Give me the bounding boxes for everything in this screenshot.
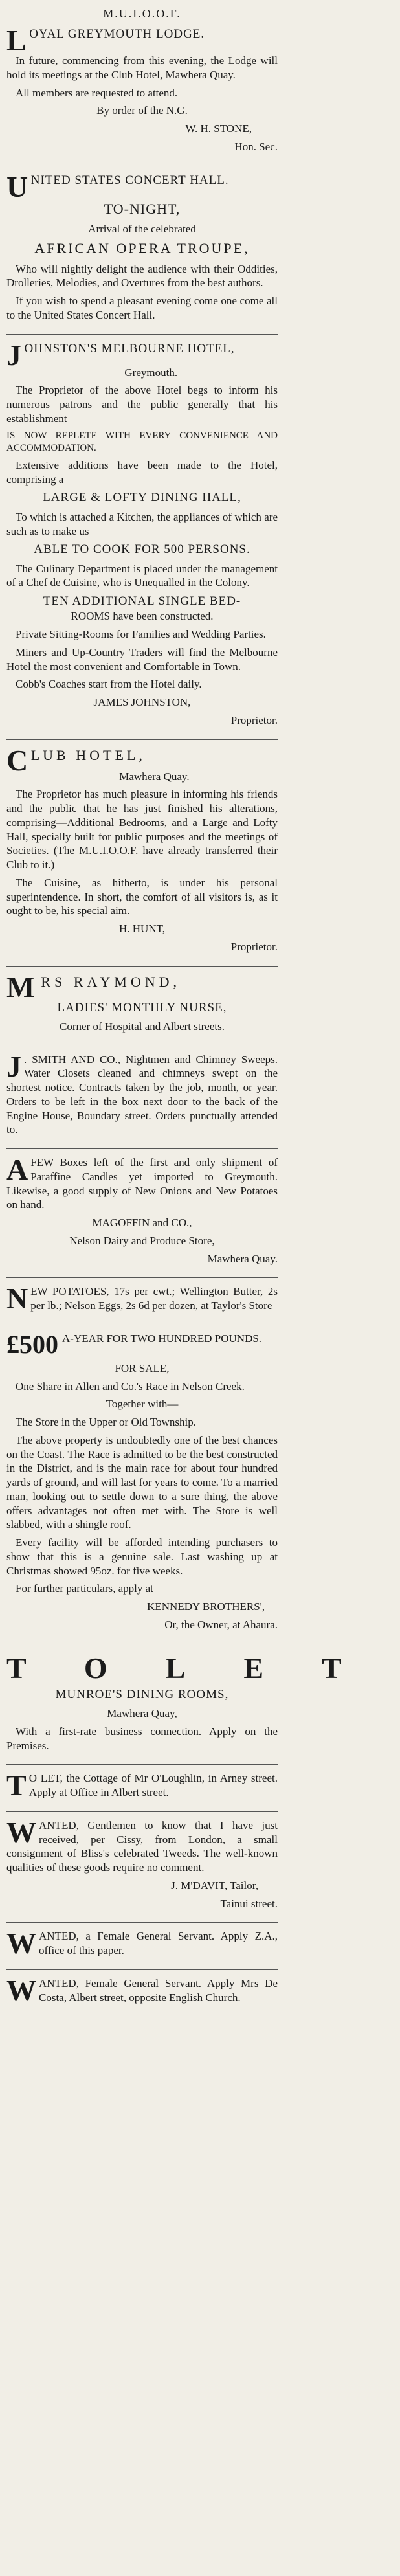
lodge-p1: In future, commencing from this evening, the Lodge will hold its meetings at the Club Hotel, Mawhera Quay. [6, 54, 278, 81]
munroe-location: Mawhera Quay, [107, 1707, 177, 1720]
johnston-sign: JAMES JOHNSTON, [93, 696, 191, 709]
lodge-p2: All members are requested to attend. [16, 86, 178, 99]
raymond-address: Corner of Hospital and Albert streets. [60, 1020, 225, 1033]
johnston-p7: Cobb's Coaches start from the Hotel daily. [16, 678, 202, 691]
johnston-p4: The Culinary Department is placed under the management of a Chef de Cuisine, who is Unequalled in the Colony. [6, 562, 278, 589]
ad-club-hotel [6, 740, 278, 967]
concert-tonight: TO-NIGHT, [104, 200, 181, 217]
concert-p1: Who will nightly delight the audience with their Oddities, Drolleries, Melodies, and Overtures from the best authors. [6, 262, 278, 289]
johnston-rooms-rest: ROOMS have been constructed. [71, 610, 214, 623]
ad-servant-1 [6, 1923, 278, 1970]
ad-lodge [6, 0, 278, 166]
magoffin-location: Mawhera Quay. [207, 1252, 278, 1265]
drop-cap: U [6, 170, 28, 203]
johnston-p1: The Proprietor of the above Hotel begs to inform his numerous patrons and the public generally that his establishment [6, 384, 278, 425]
ad-cottage [6, 1765, 278, 1812]
club-p1: The Proprietor has much pleasure in informing his friends and the public that he has just finished his alterations, comprising—Additional Bedrooms, and a Large and Lofty Hall, specially built for public purposes and the meetings of Societies. (The M.U.I.O.O.F. have already transferred their Club to it.) [6, 788, 278, 871]
club-sign: H. HUNT, [119, 923, 165, 935]
magoffin-store: Nelson Dairy and Produce Store, [69, 1234, 215, 1247]
johnston-p3: To which is attached a Kitchen, the appliances of which are such as to make us [6, 510, 278, 537]
mdavit-location: Tainui street. [220, 1897, 278, 1910]
race-forsale: FOR SALE, [115, 1361, 170, 1374]
ad-mdavit [6, 1812, 278, 1923]
race-p3: For further particulars, apply at [16, 1582, 153, 1595]
raymond-role: LADIES' MONTHLY NURSE, [57, 1000, 227, 1014]
johnston-role: Proprietor. [230, 713, 278, 726]
drop-cap: L [6, 24, 27, 58]
club-role: Proprietor. [230, 940, 278, 953]
concert-troupe: AFRICAN OPERA TROUPE, [34, 240, 250, 257]
lodge-order: By order of the N.G. [96, 104, 188, 117]
lodge-sign: W. H. STONE, [185, 122, 252, 135]
johnston-p5: Private Sitting-Rooms for Families and Wedding Parties. [16, 628, 266, 641]
ad-servant-2 [6, 1970, 278, 2017]
club-p2: The Cuisine, as hitherto, is under his personal superintendence. In short, the comfort of all visitors is, as it ought to be, his special aim. [6, 876, 278, 917]
drop-cap: M [6, 970, 39, 1003]
johnston-title: JOHNSTON'S MELBOURNE HOTEL, [6, 338, 235, 372]
servant1-body: WANTED, a Female General Servant. Apply Z.A., office of this paper. [6, 1927, 278, 1960]
mdavit-sign: J. M'DAVIT, Tailor, [171, 1879, 258, 1892]
race-owner: Or, the Owner, at Ahaura. [164, 1618, 278, 1631]
drop-cap: W [6, 1927, 36, 1960]
magoffin-body: A FEW Boxes left of the first and only shipment of Paraffine Candles yet imported to Greymouth. Likewise, a good supply of New Onions and New Potatoes on hand. [6, 1153, 278, 1211]
johnston-location: Greymouth. [124, 366, 178, 379]
drop-cap: W [6, 1973, 36, 2007]
race-agent: KENNEDY BROTHERS', [147, 1600, 265, 1613]
ad-magoffin [6, 1149, 278, 1278]
concert-title: UNITED STATES CONCERT HALL. [6, 170, 229, 203]
smith-body: J . SMITH AND CO., Nightmen and Chimney Sweeps. Water Closets cleaned and chimneys swept on the shortest notice. Contracts taken by the job, month, or year. Orders to be left in the box next door to the back of the Engine House, Boundary street. Orders punctually attended to. [6, 1049, 278, 1136]
johnston-p6: Miners and Up-Country Traders will find the Melbourne Hotel the most convenient and Comfortable in Town. [6, 645, 278, 673]
johnston-rooms-head: TEN ADDITIONAL SINGLE BED- [43, 594, 241, 609]
club-title: CLUB HOTEL, [6, 743, 146, 777]
drop-cap: J [6, 1049, 21, 1083]
drop-cap: J [6, 338, 22, 372]
potatoes-body: NEW POTATOES, 17s per cwt.; Wellington Butter, 2s per lb.; Nelson Eggs, 2s 6d per dozen, at Taylor's Store [6, 1282, 278, 1316]
race-store: The Store in the Upper or Old Township. [16, 1416, 196, 1429]
ad-race-sale [6, 1325, 278, 1644]
race-together: Together with— [106, 1398, 179, 1411]
race-p2: Every facility will be afforded intending purchasers to show that this is a genuine sale. Last washing up at Christmas showed 95oz. for five weeks. [6, 1536, 278, 1577]
drop-cap: N [6, 1282, 28, 1316]
drop-cap: A [6, 1153, 28, 1187]
ad-potatoes [6, 1278, 278, 1325]
ad-smith [6, 1046, 278, 1150]
lodge-title: LOYAL GREYMOUTH LODGE. [6, 24, 205, 58]
masthead: M.U.I.O.O.F. [103, 7, 181, 20]
munroe-p1: With a first-rate business connection. Apply on the Premises. [6, 1725, 278, 1752]
drop-cap: W [6, 1815, 36, 1849]
ad-concert [6, 166, 278, 335]
johnston-p2: Extensive additions have been made to the Hotel, comprising a [6, 458, 278, 486]
lodge-role: Hon. Sec. [234, 140, 278, 153]
ad-johnston [6, 335, 278, 740]
magoffin-name: MAGOFFIN and CO., [92, 1216, 192, 1229]
drop-cap: T [6, 1769, 27, 1802]
johnston-p1b: IS NOW REPLETE WITH EVERY CONVENIENCE AND ACCOMMODATION. [6, 430, 278, 453]
race-heading [6, 1329, 278, 1359]
munroe-tolet: TOLET [6, 1651, 400, 1685]
club-location: Mawhera Quay. [119, 770, 190, 783]
johnston-hall: LARGE & LOFTY DINING HALL, [43, 491, 241, 505]
ad-munroe [6, 1644, 400, 1765]
ad-raymond [6, 967, 278, 1046]
cottage-body: T O LET, the Cottage of Mr O'Loughlin, in Arney street. Apply at Office in Albert street. [6, 1769, 278, 1802]
race-head: A-YEAR FOR TWO HUNDRED POUNDS. [62, 1332, 262, 1345]
johnston-able: ABLE TO COOK FOR 500 PERSONS. [34, 543, 250, 557]
race-share: One Share in Allen and Co.'s Race in Nelson Creek. [16, 1380, 245, 1393]
concert-arrival: Arrival of the celebrated [88, 222, 196, 235]
concert-p2: If you wish to spend a pleasant evening come one come all to the United States Concert Hall. [6, 295, 278, 321]
mdavit-body: WANTED, Gentlemen to know that I have just received, per Cissy, from London, a small consignment of Bliss's celebrated Tweeds. The well-known qualities of these goods require no comment. [6, 1815, 278, 1874]
drop-cap: C [6, 743, 28, 777]
munroe-name: MUNROE'S DINING ROOMS, [55, 1687, 229, 1701]
race-pound: £500 [6, 1329, 58, 1359]
race-p1: The above property is undoubtedly one of the best chances on the Coast. The Race is admitted to be the best constructed in the District, and is the main race for about four hundred yards of ground, and will last for years to come. To a married man, looking out to settle down to a sure thing, the above offers advantages not often met with. The Store is well slabbed, with a shingle roof. [6, 1433, 278, 1531]
servant2-body: WANTED, Female General Servant. Apply Mrs De Costa, Albert street, opposite English Church. [6, 1973, 278, 2007]
raymond-title: MRS RAYMOND, [6, 970, 181, 1003]
